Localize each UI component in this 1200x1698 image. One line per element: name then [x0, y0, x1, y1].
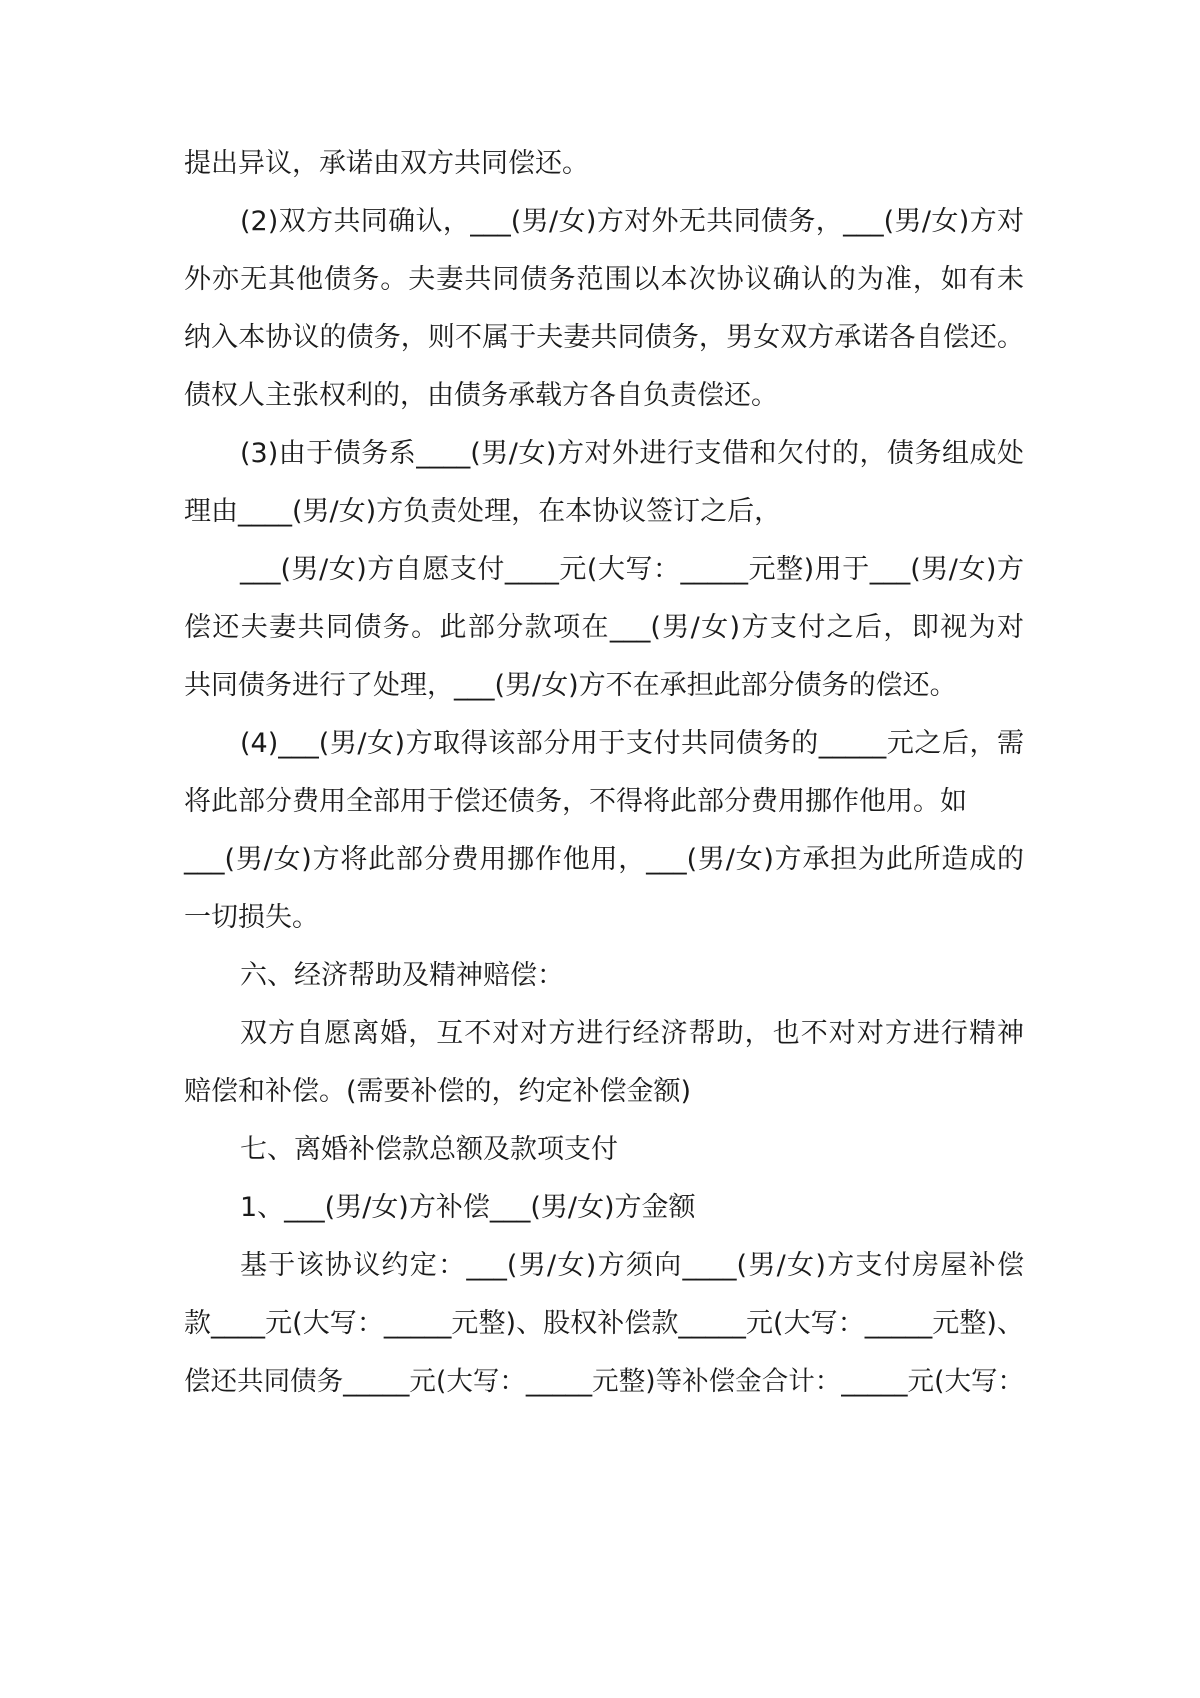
text-line: 债权人主张权利的，由债务承载方各自负责偿还。 [184, 380, 778, 411]
text-line: 提出异议，承诺由双方共同偿还。 [184, 148, 589, 179]
text-line: ___(男/女)方将此部分费用挪作他用，___(男/女)方承担为此所造成的 [184, 844, 1024, 875]
text-line: 偿还夫妻共同债务。此部分款项在___(男/女)方支付之后，即视为对 [184, 612, 1024, 643]
text-line: (3)由于债务系____(男/女)方对外进行支借和欠付的，债务组成处 [240, 438, 1024, 469]
text-line: ___(男/女)方自愿支付____元(大写：_____元整)用于___(男/女)方 [240, 554, 1024, 585]
text-line: 基于该协议约定：___(男/女)方须向____(男/女)方支付房屋补偿 [240, 1250, 1024, 1281]
text-line: 1、___(男/女)方补偿___(男/女)方金额 [240, 1192, 696, 1223]
text-line: 纳入本协议的债务，则不属于夫妻共同债务，男女双方承诺各自偿还。 [184, 322, 1024, 353]
text-line: 共同债务进行了处理，___(男/女)方不在承担此部分债务的偿还。 [184, 670, 957, 701]
text-line: 双方自愿离婚，互不对对方进行经济帮助，也不对对方进行精神 [240, 1018, 1024, 1049]
text-line: 将此部分费用全部用于偿还债务，不得将此部分费用挪作他用。如 [184, 786, 967, 817]
text-line: 赔偿和补偿。(需要补偿的，约定补偿金额) [184, 1076, 692, 1107]
text-line: 一切损失。 [184, 902, 319, 933]
section-heading: 七、离婚补偿款总额及款项支付 [240, 1134, 618, 1165]
text-line: 偿还共同债务_____元(大写：_____元整)等补偿金合计：_____元(大写： [184, 1366, 1024, 1397]
text-line: (2)双方共同确认，___(男/女)方对外无共同债务，___(男/女)方对 [240, 206, 1024, 237]
text-line: 外亦无其他债务。夫妻共同债务范围以本次协议确认的为准，如有未 [184, 264, 1024, 295]
section-heading: 六、经济帮助及精神赔偿： [240, 960, 564, 991]
text-line: (4)___(男/女)方取得该部分用于支付共同债务的_____元之后，需 [240, 728, 1024, 759]
text-line: 款____元(大写：_____元整)、股权补偿款_____元(大写：_____元整)、 [184, 1308, 1024, 1339]
text-line: 理由____(男/女)方负责处理，在本协议签订之后， [184, 496, 782, 527]
